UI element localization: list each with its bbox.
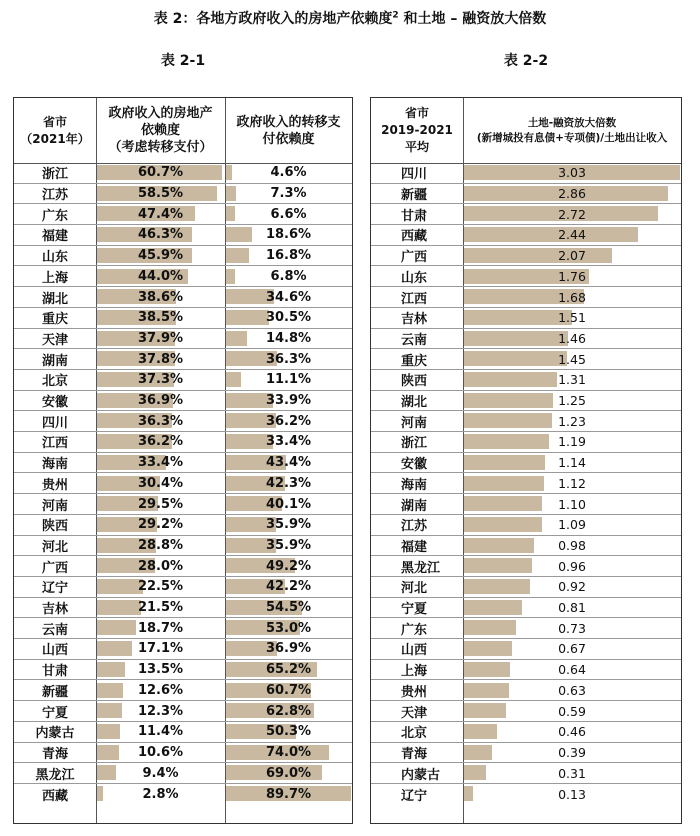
table-2-1-body bbox=[14, 163, 352, 823]
province-cell: 广西 bbox=[401, 250, 428, 266]
real-estate-value: 58.5% bbox=[137, 186, 184, 202]
transfer-value: 36.9% bbox=[265, 641, 312, 657]
province-cell: 河南 bbox=[41, 498, 68, 514]
province-cell: 辽宁 bbox=[401, 788, 428, 804]
province-cell: 天津 bbox=[41, 332, 68, 348]
table-row bbox=[14, 453, 352, 474]
province-cell: 福建 bbox=[41, 229, 68, 245]
table-row bbox=[371, 660, 681, 681]
table-row bbox=[371, 618, 681, 639]
multiplier-value: 0.63 bbox=[558, 682, 586, 698]
multiplier-value: 0.96 bbox=[558, 558, 586, 574]
province-cell: 贵州 bbox=[41, 477, 68, 493]
table-row bbox=[371, 639, 681, 660]
table-2-2 bbox=[370, 97, 682, 824]
province-cell: 甘肃 bbox=[401, 208, 428, 224]
real-estate-value: 29.5% bbox=[137, 496, 184, 512]
real-estate-value: 36.9% bbox=[137, 393, 184, 409]
province-cell: 江苏 bbox=[41, 188, 68, 204]
table-row bbox=[14, 308, 352, 329]
province-cell: 新疆 bbox=[41, 684, 68, 700]
table-row bbox=[371, 432, 681, 453]
table-row bbox=[371, 349, 681, 370]
real-estate-value: 37.8% bbox=[137, 351, 184, 367]
table-row bbox=[371, 763, 681, 784]
table-row bbox=[14, 184, 352, 205]
table-row bbox=[14, 287, 352, 308]
transfer-value: 53.0% bbox=[265, 620, 312, 636]
table-row bbox=[371, 391, 681, 412]
header-province-avg: 省市 2019-2021 平均 bbox=[381, 106, 453, 154]
table-row bbox=[14, 701, 352, 722]
table-row bbox=[14, 391, 352, 412]
province-cell: 天津 bbox=[401, 705, 428, 721]
table-row bbox=[371, 598, 681, 619]
table-row bbox=[14, 536, 352, 557]
real-estate-value: 47.4% bbox=[137, 206, 184, 222]
table-row bbox=[371, 722, 681, 743]
transfer-value: 60.7% bbox=[265, 682, 312, 698]
province-cell: 陕西 bbox=[41, 519, 68, 535]
transfer-value: 62.8% bbox=[265, 703, 312, 719]
table-row bbox=[14, 163, 352, 184]
real-estate-value: 38.5% bbox=[137, 310, 184, 326]
multiplier-value: 1.12 bbox=[558, 475, 586, 491]
table-row bbox=[14, 494, 352, 515]
province-cell: 重庆 bbox=[41, 312, 68, 328]
multiplier-value: 2.86 bbox=[558, 186, 586, 202]
province-cell: 海南 bbox=[401, 477, 428, 493]
real-estate-value: 28.8% bbox=[137, 537, 184, 553]
province-cell: 甘肃 bbox=[41, 664, 68, 680]
multiplier-value: 1.09 bbox=[558, 517, 586, 533]
transfer-value: 11.1% bbox=[265, 372, 312, 388]
province-cell: 河北 bbox=[41, 539, 68, 555]
province-cell: 山西 bbox=[401, 643, 428, 659]
transfer-value: 30.5% bbox=[265, 310, 312, 326]
province-cell: 辽宁 bbox=[41, 581, 68, 597]
real-estate-value: 45.9% bbox=[137, 248, 184, 264]
transfer-value: 14.8% bbox=[265, 330, 312, 346]
province-cell: 云南 bbox=[401, 332, 428, 348]
province-cell: 新疆 bbox=[401, 188, 428, 204]
multiplier-value: 0.98 bbox=[558, 537, 586, 553]
province-cell: 陕西 bbox=[401, 374, 428, 390]
table-row bbox=[371, 163, 681, 184]
multiplier-value: 1.19 bbox=[558, 434, 586, 450]
province-cell: 安徽 bbox=[401, 457, 428, 473]
real-estate-value: 18.7% bbox=[137, 620, 184, 636]
province-cell: 贵州 bbox=[401, 684, 428, 700]
multiplier-value: 0.46 bbox=[558, 724, 586, 740]
real-estate-value: 17.1% bbox=[137, 641, 184, 657]
header-real-estate-dependence: 政府收入的房地产 依赖度 （考虑转移支付） bbox=[108, 106, 213, 155]
transfer-value: 36.2% bbox=[265, 413, 312, 429]
real-estate-value: 2.8% bbox=[142, 786, 179, 802]
table-row bbox=[371, 370, 681, 391]
table-2-1-subtitle: 表 2-1 bbox=[160, 53, 206, 69]
province-cell: 上海 bbox=[41, 270, 68, 286]
table-2-1-header bbox=[14, 98, 352, 164]
table-row bbox=[14, 660, 352, 681]
table-row bbox=[371, 267, 681, 288]
multiplier-value: 1.10 bbox=[558, 496, 586, 512]
table-row bbox=[371, 329, 681, 350]
table-row bbox=[14, 639, 352, 660]
province-cell: 安徽 bbox=[41, 395, 68, 411]
table-row bbox=[14, 204, 352, 225]
real-estate-value: 13.5% bbox=[137, 662, 184, 678]
transfer-value: 7.3% bbox=[270, 186, 307, 202]
province-cell: 内蒙古 bbox=[35, 726, 75, 742]
multiplier-value: 1.23 bbox=[558, 413, 586, 429]
transfer-value: 16.8% bbox=[265, 248, 312, 264]
multiplier-value: 0.59 bbox=[558, 703, 586, 719]
table-row bbox=[371, 225, 681, 246]
header-land-finance-multiplier: 土地-融资放大倍数 (新增城投有息债+专项债)/土地出让收入 bbox=[476, 116, 668, 144]
real-estate-value: 60.7% bbox=[137, 165, 184, 181]
table-row bbox=[371, 474, 681, 495]
real-estate-value: 12.3% bbox=[137, 703, 184, 719]
real-estate-value: 33.4% bbox=[137, 455, 184, 471]
table-row bbox=[14, 329, 352, 350]
province-cell: 江西 bbox=[401, 291, 428, 307]
table-2-2-header bbox=[371, 98, 681, 164]
table-row bbox=[14, 349, 352, 370]
transfer-value: 50.3% bbox=[265, 724, 312, 740]
table-row bbox=[14, 411, 352, 432]
province-cell: 山东 bbox=[41, 250, 68, 266]
table-row bbox=[371, 515, 681, 536]
province-cell: 湖北 bbox=[41, 291, 68, 307]
table-2-2-body bbox=[371, 163, 681, 823]
transfer-value: 42.3% bbox=[265, 475, 312, 491]
table-row bbox=[14, 225, 352, 246]
table-row bbox=[14, 722, 352, 743]
transfer-value: 54.5% bbox=[265, 600, 312, 616]
table-row bbox=[371, 536, 681, 557]
multiplier-value: 1.68 bbox=[558, 289, 586, 305]
header-province: 省市 （2021年） bbox=[20, 114, 90, 146]
multiplier-value: 0.81 bbox=[558, 600, 586, 616]
multiplier-value: 2.72 bbox=[558, 206, 586, 222]
real-estate-value: 28.0% bbox=[137, 558, 184, 574]
table-row bbox=[371, 308, 681, 329]
real-estate-value: 30.4% bbox=[137, 475, 184, 491]
table-row bbox=[14, 763, 352, 784]
province-cell: 山西 bbox=[41, 643, 68, 659]
transfer-value: 6.6% bbox=[270, 206, 307, 222]
multiplier-value: 0.73 bbox=[558, 620, 586, 636]
province-cell: 宁夏 bbox=[401, 602, 428, 618]
province-cell: 青海 bbox=[41, 746, 68, 762]
table-2-2-subtitle: 表 2-2 bbox=[503, 53, 549, 69]
table-row bbox=[371, 701, 681, 722]
transfer-value: 18.6% bbox=[265, 227, 312, 243]
province-cell: 河北 bbox=[401, 581, 428, 597]
real-estate-value: 44.0% bbox=[137, 268, 184, 284]
real-estate-value: 46.3% bbox=[137, 227, 184, 243]
real-estate-value: 36.2% bbox=[137, 434, 184, 450]
table-row bbox=[371, 453, 681, 474]
table-row bbox=[371, 681, 681, 702]
multiplier-value: 0.13 bbox=[558, 786, 586, 802]
real-estate-value: 9.4% bbox=[142, 765, 179, 781]
table-row bbox=[14, 681, 352, 702]
multiplier-value: 1.45 bbox=[558, 351, 586, 367]
province-cell: 吉林 bbox=[401, 312, 428, 328]
province-cell: 广西 bbox=[41, 560, 68, 576]
multiplier-value: 3.03 bbox=[558, 165, 586, 181]
province-cell: 重庆 bbox=[401, 353, 428, 369]
transfer-value: 33.4% bbox=[265, 434, 312, 450]
multiplier-value: 2.44 bbox=[558, 227, 586, 243]
multiplier-value: 2.07 bbox=[558, 248, 586, 264]
table-row bbox=[14, 246, 352, 267]
multiplier-value: 1.76 bbox=[558, 268, 586, 284]
table-row bbox=[371, 411, 681, 432]
province-cell: 广东 bbox=[401, 622, 428, 638]
transfer-value: 33.9% bbox=[265, 393, 312, 409]
province-cell: 浙江 bbox=[401, 436, 428, 452]
table-row bbox=[14, 267, 352, 288]
table-2-1 bbox=[13, 97, 353, 824]
province-cell: 福建 bbox=[401, 539, 428, 555]
province-cell: 黑龙江 bbox=[35, 767, 75, 783]
table-row bbox=[14, 432, 352, 453]
transfer-value: 74.0% bbox=[265, 744, 312, 760]
table-row bbox=[371, 743, 681, 764]
province-cell: 广东 bbox=[41, 208, 68, 224]
transfer-value: 6.8% bbox=[270, 268, 307, 284]
real-estate-value: 36.3% bbox=[137, 413, 184, 429]
transfer-value: 69.0% bbox=[265, 765, 312, 781]
table-row bbox=[371, 556, 681, 577]
province-cell: 湖南 bbox=[41, 353, 68, 369]
province-cell: 西藏 bbox=[41, 788, 68, 804]
province-cell: 内蒙古 bbox=[401, 767, 441, 783]
table-row bbox=[14, 556, 352, 577]
transfer-value: 49.2% bbox=[265, 558, 312, 574]
province-cell: 青海 bbox=[401, 746, 428, 762]
real-estate-value: 11.4% bbox=[137, 724, 184, 740]
transfer-value: 4.6% bbox=[270, 165, 307, 181]
table-row bbox=[14, 743, 352, 764]
table-row bbox=[371, 246, 681, 267]
province-cell: 海南 bbox=[41, 457, 68, 473]
transfer-value: 89.7% bbox=[265, 786, 312, 802]
multiplier-value: 0.39 bbox=[558, 744, 586, 760]
province-cell: 上海 bbox=[401, 664, 428, 680]
table-row bbox=[371, 494, 681, 515]
page-title: 表 2：各地方政府收入的房地产依赖度$^2$ 和土地 – 融资放大倍数 bbox=[153, 10, 547, 27]
transfer-value: 36.3% bbox=[265, 351, 312, 367]
table-row bbox=[371, 784, 681, 805]
province-cell: 四川 bbox=[41, 415, 68, 431]
table-row bbox=[14, 577, 352, 598]
table-row bbox=[14, 784, 352, 805]
header-transfer-dependence: 政府收入的转移支 付依赖度 bbox=[236, 114, 341, 147]
table-row bbox=[371, 204, 681, 225]
real-estate-value: 38.6% bbox=[137, 289, 184, 305]
province-cell: 西藏 bbox=[401, 229, 428, 245]
multiplier-value: 0.92 bbox=[558, 579, 586, 595]
transfer-value: 35.9% bbox=[265, 537, 312, 553]
transfer-value: 40.1% bbox=[265, 496, 312, 512]
real-estate-value: 29.2% bbox=[137, 517, 184, 533]
province-cell: 黑龙江 bbox=[401, 560, 441, 576]
table-row bbox=[14, 515, 352, 536]
province-cell: 山东 bbox=[401, 270, 428, 286]
multiplier-value: 0.31 bbox=[558, 765, 586, 781]
transfer-value: 65.2% bbox=[265, 662, 312, 678]
province-cell: 四川 bbox=[401, 167, 428, 183]
real-estate-value: 37.9% bbox=[137, 330, 184, 346]
real-estate-value: 37.3% bbox=[137, 372, 184, 388]
multiplier-value: 1.14 bbox=[558, 455, 586, 471]
province-cell: 河南 bbox=[401, 415, 428, 431]
transfer-value: 35.9% bbox=[265, 517, 312, 533]
transfer-value: 34.6% bbox=[265, 289, 312, 305]
multiplier-value: 0.67 bbox=[558, 641, 586, 657]
table-row bbox=[14, 598, 352, 619]
transfer-value: 42.2% bbox=[265, 579, 312, 595]
table-row bbox=[14, 474, 352, 495]
real-estate-value: 10.6% bbox=[137, 744, 184, 760]
province-cell: 江苏 bbox=[401, 519, 428, 535]
table-row bbox=[371, 577, 681, 598]
table-row bbox=[14, 370, 352, 391]
province-cell: 北京 bbox=[401, 726, 428, 742]
real-estate-value: 12.6% bbox=[137, 682, 184, 698]
multiplier-value: 1.46 bbox=[558, 330, 586, 346]
transfer-value: 43.4% bbox=[265, 455, 312, 471]
real-estate-value: 22.5% bbox=[137, 579, 184, 595]
province-cell: 江西 bbox=[41, 436, 68, 452]
province-cell: 吉林 bbox=[41, 602, 68, 618]
real-estate-value: 21.5% bbox=[137, 600, 184, 616]
province-cell: 湖北 bbox=[401, 395, 428, 411]
province-cell: 湖南 bbox=[401, 498, 428, 514]
table-row bbox=[371, 287, 681, 308]
multiplier-value: 0.64 bbox=[558, 662, 586, 678]
province-cell: 浙江 bbox=[41, 167, 68, 183]
province-cell: 云南 bbox=[41, 622, 68, 638]
multiplier-value: 1.25 bbox=[558, 393, 586, 409]
province-cell: 北京 bbox=[41, 374, 68, 390]
multiplier-value: 1.31 bbox=[558, 372, 586, 388]
table-row bbox=[371, 184, 681, 205]
table-row bbox=[14, 618, 352, 639]
province-cell: 宁夏 bbox=[41, 705, 68, 721]
multiplier-value: 1.51 bbox=[558, 310, 586, 326]
